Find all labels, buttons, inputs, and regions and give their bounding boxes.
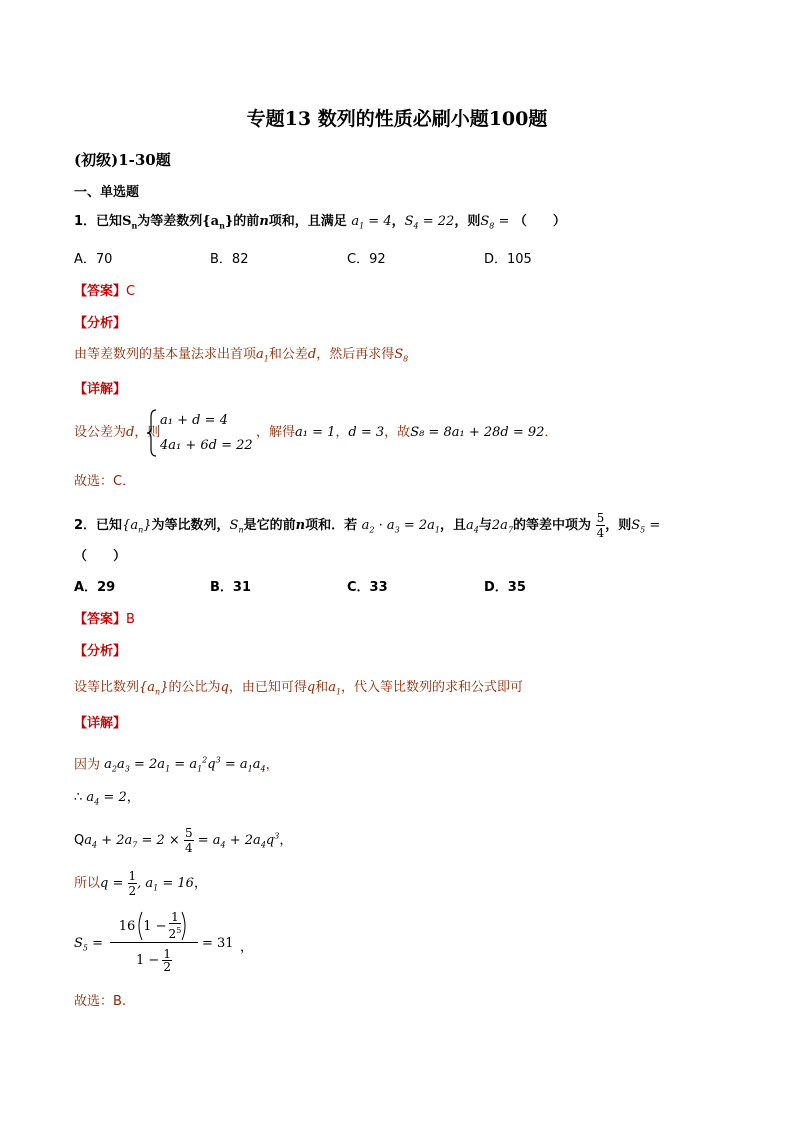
detail-2-line-2: ∴ $a_4 = 2$，: [74, 790, 140, 807]
option-b[interactable]: B．82: [210, 252, 249, 267]
detail-1-solution: ，解得a₁ = 1，d = 3，故S₈ = 8a₁ + 28d = 92．: [256, 425, 558, 440]
option-d[interactable]: D．35: [484, 580, 526, 595]
option-b[interactable]: B．31: [210, 580, 252, 595]
detail-tag-1: 【详解】: [74, 382, 127, 397]
question-1-stem: 1．已知$S_n$为等差数列$\{a_n\}$的前n项和，且满足 $a_1 = 4$，$S_4 = 22$，则$S_8$ = （ ）: [74, 214, 566, 231]
analysis-tag-1: 【分析】: [74, 316, 127, 331]
detail-2-line-4: 所以q = $\frac{1}{2}$ , $a_1 = 16$，: [74, 869, 207, 898]
detail-2-line-1: 因为 $a_2a_3 = 2a_1 = a_1^2q^3 = a_1a_4$，: [74, 756, 279, 774]
option-c[interactable]: C．92: [347, 252, 386, 267]
answer-2: 【答案】B: [74, 612, 135, 627]
choice-1: 故选：C．: [74, 474, 136, 489]
section-heading: 一、单选题: [74, 185, 140, 200]
choice-2: 故选：B.: [74, 994, 127, 1009]
option-c[interactable]: C．33: [347, 580, 388, 595]
detail-1: 设公差为d，则: [74, 425, 161, 440]
question-2-stem: 2．已知$\{a_n\}$为等比数列，$S_n$是它的前n项和．若 $a_2 \cdot a_3 = 2a_1$，且$a_4$与$2a_7$的等差中项为 $\frac{5}{4}$ ，则$S_5$ =: [74, 511, 661, 540]
page-title: 专题13 数列的性质必刷小题100题: [246, 108, 548, 130]
option-a[interactable]: A．29: [74, 580, 116, 595]
analysis-2: 设等比数列$\{a_n\}$的公比为q，由已知可得q和$a_1$，代入等比数列的求和公式即可: [74, 680, 524, 697]
system-brace: [146, 409, 158, 457]
analysis-1: 由等差数列的基本量法求出首项$a_1$和公差d，然后再求得$S_8$: [74, 347, 409, 364]
detail-2-line-3: $Qa_4 + 2a_7 = 2$ × $\frac{5}{4}$ = $a_4 + 2a_4q^3$，: [74, 826, 293, 855]
question-2-blank: （ ）: [74, 549, 127, 564]
option-a[interactable]: A．70: [74, 252, 113, 267]
analysis-tag-2: 【分析】: [74, 644, 127, 659]
level-heading: (初级)1-30题: [74, 151, 171, 169]
detail-2-sum-formula: $S_5$ = 16 1 − $\frac{1}{2^5}$ 1 − $\frac{1}{2}$ = 31 ，: [74, 910, 254, 974]
system-eq-2: 4a₁ + 6d = 22: [160, 438, 253, 453]
answer-1: 【答案】C: [74, 284, 136, 299]
option-d[interactable]: D．105: [484, 252, 532, 267]
detail-tag-2: 【详解】: [74, 716, 127, 731]
system-eq-1: a₁ + d = 4: [160, 413, 228, 428]
